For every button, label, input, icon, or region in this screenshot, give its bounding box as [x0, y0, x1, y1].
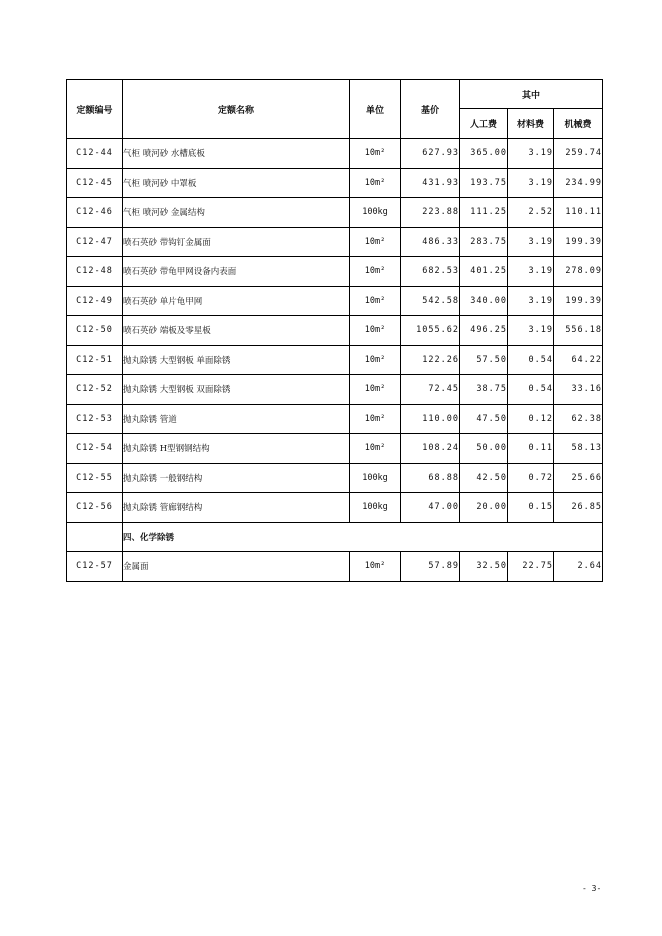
section-title: 四、化学除锈: [123, 522, 603, 552]
cell-unit: 10m²: [350, 434, 401, 464]
quota-table: [66, 79, 603, 582]
cell-labor: 340.00: [460, 286, 508, 316]
cell-material: 0.15: [508, 493, 554, 523]
section-row: [67, 522, 603, 552]
table-row: [67, 552, 603, 582]
table-row: [67, 375, 603, 405]
cell-machinery: 199.39: [554, 227, 603, 257]
cell-base-price: 68.88: [401, 463, 460, 493]
table-body: [67, 139, 603, 523]
cell-base-price: 223.88: [401, 198, 460, 228]
cell-base-price: 110.00: [401, 404, 460, 434]
section-code-cell: [67, 522, 123, 552]
cell-code: C12-47: [67, 227, 123, 257]
table-row: [67, 139, 603, 169]
cell-code: C12-49: [67, 286, 123, 316]
cell-base-price: 627.93: [401, 139, 460, 169]
table-row: [67, 463, 603, 493]
cell-labor: 32.50: [460, 552, 508, 582]
cell-code: C12-50: [67, 316, 123, 346]
header-unit: 单位: [350, 80, 401, 139]
cell-material: 3.19: [508, 257, 554, 287]
cell-code: C12-55: [67, 463, 123, 493]
cell-name: 喷石英砂 带钩钉金属面: [123, 227, 350, 257]
cell-material: 0.54: [508, 375, 554, 405]
header-name: 定额名称: [123, 80, 350, 139]
cell-name: 抛丸除锈 大型钢板 单面除锈: [123, 345, 350, 375]
cell-name: 抛丸除锈 一般钢结构: [123, 463, 350, 493]
cell-labor: 283.75: [460, 227, 508, 257]
cell-base-price: 682.53: [401, 257, 460, 287]
cell-name: 气柜 喷河砂 金属结构: [123, 198, 350, 228]
cell-machinery: 64.22: [554, 345, 603, 375]
cell-code: C12-53: [67, 404, 123, 434]
cell-material: 3.19: [508, 139, 554, 169]
cell-labor: 20.00: [460, 493, 508, 523]
table-row: [67, 316, 603, 346]
cell-name: 抛丸除锈 H型钢钢结构: [123, 434, 350, 464]
cell-material: 3.19: [508, 168, 554, 198]
cell-material: 0.12: [508, 404, 554, 434]
cell-machinery: 234.99: [554, 168, 603, 198]
cell-base-price: 431.93: [401, 168, 460, 198]
cell-unit: 100kg: [350, 198, 401, 228]
cell-unit: 10m²: [350, 316, 401, 346]
cell-name: 喷石英砂 单片龟甲网: [123, 286, 350, 316]
cell-code: C12-57: [67, 552, 123, 582]
cell-name: 喷石英砂 带龟甲网设备内表面: [123, 257, 350, 287]
cell-name: 气柜 喷河砂 水槽底板: [123, 139, 350, 169]
cell-labor: 42.50: [460, 463, 508, 493]
cell-machinery: 278.09: [554, 257, 603, 287]
cell-labor: 57.50: [460, 345, 508, 375]
cell-machinery: 58.13: [554, 434, 603, 464]
header-base-price: 基价: [401, 80, 460, 139]
table-row: [67, 493, 603, 523]
cell-base-price: 72.45: [401, 375, 460, 405]
cell-material: 3.19: [508, 227, 554, 257]
cell-code: C12-45: [67, 168, 123, 198]
cell-code: C12-56: [67, 493, 123, 523]
cell-labor: 50.00: [460, 434, 508, 464]
cell-unit: 10m²: [350, 375, 401, 405]
cell-base-price: 1055.62: [401, 316, 460, 346]
cell-unit: 10m²: [350, 227, 401, 257]
cell-labor: 38.75: [460, 375, 508, 405]
cell-material: 0.72: [508, 463, 554, 493]
header-code: 定额编号: [67, 80, 123, 139]
table-row: [67, 345, 603, 375]
cell-material: 2.52: [508, 198, 554, 228]
cell-unit: 10m²: [350, 552, 401, 582]
cell-name: 气柜 喷河砂 中罩板: [123, 168, 350, 198]
cell-code: C12-54: [67, 434, 123, 464]
cell-labor: 193.75: [460, 168, 508, 198]
cell-machinery: 110.11: [554, 198, 603, 228]
table-row: [67, 286, 603, 316]
cell-material: 0.54: [508, 345, 554, 375]
cell-name: 喷石英砂 端板及零星板: [123, 316, 350, 346]
table-row: [67, 404, 603, 434]
cell-machinery: 2.64: [554, 552, 603, 582]
cell-code: C12-44: [67, 139, 123, 169]
cell-machinery: 556.18: [554, 316, 603, 346]
cell-base-price: 108.24: [401, 434, 460, 464]
cell-unit: 100kg: [350, 493, 401, 523]
cell-unit: 10m²: [350, 168, 401, 198]
cell-machinery: 33.16: [554, 375, 603, 405]
cell-material: 3.19: [508, 286, 554, 316]
cell-base-price: 57.89: [401, 552, 460, 582]
cell-material: 3.19: [508, 316, 554, 346]
cell-name: 抛丸除锈 管道: [123, 404, 350, 434]
cell-name: 抛丸除锈 管廊钢结构: [123, 493, 350, 523]
cell-name: 抛丸除锈 大型钢板 双面除锈: [123, 375, 350, 405]
cell-base-price: 542.58: [401, 286, 460, 316]
table-header: [67, 80, 603, 139]
table-row: [67, 198, 603, 228]
cell-code: C12-46: [67, 198, 123, 228]
cell-material: 22.75: [508, 552, 554, 582]
cell-unit: 10m²: [350, 139, 401, 169]
table-footer-section: [67, 522, 603, 581]
cell-unit: 10m²: [350, 404, 401, 434]
table-row: [67, 168, 603, 198]
cell-labor: 47.50: [460, 404, 508, 434]
cell-code: C12-51: [67, 345, 123, 375]
cell-unit: 10m²: [350, 257, 401, 287]
cell-base-price: 47.00: [401, 493, 460, 523]
header-machinery: 机械费: [554, 109, 603, 139]
cell-machinery: 62.38: [554, 404, 603, 434]
cell-unit: 10m²: [350, 286, 401, 316]
cell-code: C12-48: [67, 257, 123, 287]
header-material: 材料费: [508, 109, 554, 139]
table-row: [67, 227, 603, 257]
cell-code: C12-52: [67, 375, 123, 405]
cell-material: 0.11: [508, 434, 554, 464]
cell-machinery: 199.39: [554, 286, 603, 316]
header-labor: 人工费: [460, 109, 508, 139]
cell-base-price: 486.33: [401, 227, 460, 257]
cell-machinery: 259.74: [554, 139, 603, 169]
cell-labor: 111.25: [460, 198, 508, 228]
cell-unit: 10m²: [350, 345, 401, 375]
cell-base-price: 122.26: [401, 345, 460, 375]
cell-labor: 365.00: [460, 139, 508, 169]
table-row: [67, 257, 603, 287]
table-row: [67, 434, 603, 464]
page-number: - 3-: [582, 884, 602, 893]
header-of-which: 其中: [460, 80, 603, 109]
cell-machinery: 26.85: [554, 493, 603, 523]
cell-labor: 401.25: [460, 257, 508, 287]
cell-name: 金属面: [123, 552, 350, 582]
cell-machinery: 25.66: [554, 463, 603, 493]
cell-labor: 496.25: [460, 316, 508, 346]
cell-unit: 100kg: [350, 463, 401, 493]
